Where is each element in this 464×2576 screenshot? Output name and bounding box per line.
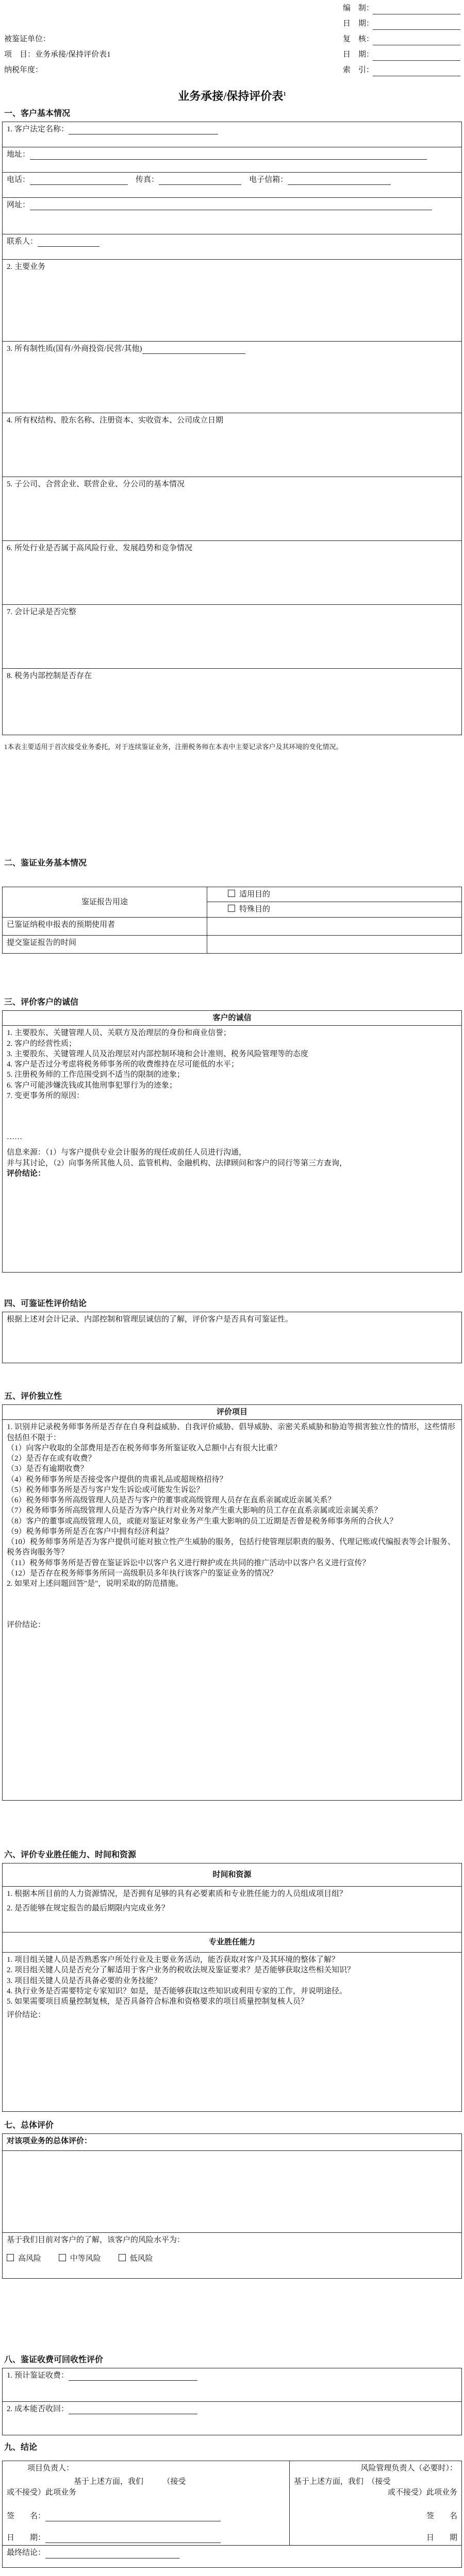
section-client-basic <box>0 108 464 752</box>
footnote: 1本表主要适用于首次接受业务委托，对于连续鉴证业务，注册税务师在本表中主要记录客户及其环境的变化情况。 <box>4 743 343 751</box>
independence-items[interactable] <box>3 1420 462 1801</box>
final-conclusion-cell[interactable]: 最终结论： <box>3 2546 462 2568</box>
page-title: 业务承接/保持评价表$^1$ <box>178 90 286 103</box>
resources-items[interactable] <box>3 1887 462 1933</box>
list-item: …… <box>7 1133 22 1141</box>
list-item: （7）税务师事务所高级管理人员是否为客户执行对业务对象产生重大影响的员工存在直系亲属或近亲属关系？ <box>7 1506 382 1515</box>
conclusion-table <box>2 2461 462 2568</box>
section-title: 九、结论 <box>4 2443 38 2452</box>
risk-manager-approval-cell[interactable]: 风险管理负责人（必要时）： 基于上述方面，我们 （接受 或不接受）此项业务 签 名 日 期 <box>290 2461 462 2546</box>
field-label: 复 核： <box>343 35 374 43</box>
list-item: （1）向客户收取的全部费用是否在税务师事务所鉴证收入总额中占有很大比重？ <box>7 1444 281 1452</box>
overall-text-input[interactable] <box>3 2151 462 2233</box>
tax-control-cell[interactable]: 8. 税务内部控制是否存在 <box>3 669 462 735</box>
client-basic-table <box>2 122 462 735</box>
competence-items[interactable] <box>3 1953 462 2112</box>
engagement-table <box>2 887 462 954</box>
field-label: 日 期： <box>343 50 374 59</box>
website-cell[interactable]: 网址： <box>3 198 462 234</box>
section-title: 五、评价独立性 <box>4 1392 62 1401</box>
list-item: 1. 主要股东、关键管理人员、关联方及治理层的身份和商业信誉； <box>7 1029 231 1038</box>
option-general-purpose[interactable]: 适用目的 <box>207 887 462 902</box>
client-info-block <box>4 34 111 80</box>
recover-cell[interactable]: 2. 成本能否收回： <box>3 2402 462 2435</box>
list-item: （2）是否存在或有收费？ <box>7 1454 96 1463</box>
list-item: 2. 如果对上述问题回答"是"，说明采取的防范措施。 <box>7 1580 184 1588</box>
section-overall <box>0 2120 464 2279</box>
date-row <box>343 19 461 34</box>
checkbox-icon[interactable] <box>228 905 235 912</box>
lead-label: 项目负责人： <box>27 2464 74 2472</box>
list-item: 1. 根据本所目前的人力资源情况，是否拥有足够的具有必要素质和专业胜任能力的人员组成项目组？ <box>7 1890 347 1898</box>
list-item: （12）是否存在税务师事务所同一高级职员多年执行该客户的鉴证业务的情况？ <box>7 1569 278 1578</box>
section-competence <box>0 1850 464 2112</box>
list-item: 3. 项目组关键人员是否具备必要的业务技能？ <box>7 1976 162 1985</box>
contact-cell[interactable]: 电话： 传真： 电子信箱： <box>3 173 462 198</box>
section-title: 六、评价专业胜任能力、时间和资源 <box>4 1851 137 1859</box>
section-verifiability <box>0 1298 464 1363</box>
independence-table <box>2 1404 462 1801</box>
overall-table <box>2 2133 462 2279</box>
risk-question: 基于我们目前对客户的了解，该客户的风险水平为： <box>7 2236 185 2244</box>
checkbox-icon[interactable] <box>59 2254 66 2261</box>
accounting-records-cell[interactable]: 7. 会计记录是否完整 <box>3 605 462 669</box>
risk-manager-label: 风险管理负责人（必要时）： <box>360 2464 457 2472</box>
purpose-label: 鉴证报告用途 <box>3 887 207 918</box>
field-label: 索 引： <box>343 66 374 74</box>
date-row <box>343 49 461 65</box>
list-item: 2. 项目组关键人员是否充分了解适用于客户业务的税收法规及鉴证要求？是否能够获取这些相关知识？ <box>7 1966 355 1975</box>
ownership-structure-cell[interactable]: 4. 所有权结构、股东名称、注册资本、实收资本、公司成立日期 <box>3 413 462 477</box>
section-engagement-basic <box>0 858 464 954</box>
section-title: 一、客户基本情况 <box>4 109 71 118</box>
list-item: 2. 是否能够在规定报告的最后期限内完成业务？ <box>7 1904 170 1913</box>
list-item: （3）是否有逾期收费？ <box>7 1465 88 1473</box>
checkbox-icon[interactable] <box>119 2254 126 2261</box>
reviewed-by-row <box>343 34 461 49</box>
option-special-purpose[interactable]: 特殊目的 <box>207 902 462 917</box>
verifiability-table <box>2 1312 462 1363</box>
section-title: 八、鉴证收费可回收性评价 <box>4 2355 104 2364</box>
list-item: 5. 注册税务师的工作范围受到不适当的限制的迹象； <box>7 1071 185 1079</box>
list-item: （6）税务师事务所高级管理人员是否与客户的董事或高级管理人员存在直系亲属或近亲属关系？ <box>7 1496 336 1504</box>
conclusion-label: 评价结论： <box>7 1621 46 1630</box>
list-item: （10）税务师事务所是否为客户提供可能对独立性产生威胁的服务，包括行使管理层职责的服务、代理记账或代编报表等会计服务、税务咨询服务等？ <box>7 1538 456 1557</box>
section-title: 七、总体评价 <box>4 2121 54 2130</box>
users-input[interactable] <box>207 917 462 935</box>
list-item: 6. 客户可能涉嫌洗钱或其他刑事犯罪行为的迹象； <box>7 1081 177 1090</box>
subsidiaries-cell[interactable]: 5. 子公司、合营企业、联营企业、分公司的基本情况 <box>3 477 462 541</box>
list-item: 2. 客户的经营性质； <box>7 1039 77 1048</box>
list-item: （8）客户的董事或高级管理人员，或能对鉴证对象业务产生重大影响的员工近期是否曾是税务师事务所的合伙人？ <box>7 1517 397 1526</box>
ownership-type-cell[interactable]: 3. 所有制性质(国有/外商投资/民营/其他) <box>3 342 462 413</box>
contact-person-cell[interactable]: 联系人： <box>3 234 462 260</box>
users-label: 已鉴证纳税申报表的预期使用者 <box>3 917 207 935</box>
list-item: 4. 执行业务是否需要特定专家知识？如是，是否能够获取这些知识或利用专家的工作，并说明途径。 <box>7 1987 347 1995</box>
section-integrity <box>0 997 464 1273</box>
project-label: 项 目：业务承接/保持评价表1 <box>4 50 111 59</box>
section-independence <box>0 1391 464 1801</box>
industry-risk-cell[interactable]: 6. 所处行业是否属于高风险行业、发展趋势和竞争情况 <box>3 541 462 605</box>
integrity-table <box>2 1010 462 1273</box>
main-business-cell[interactable]: 2. 主要业务 <box>3 260 462 342</box>
index-row <box>343 65 461 80</box>
conclusion-label: 评价结论： <box>7 1169 46 1178</box>
section-conclusion <box>0 2442 464 2568</box>
address-cell[interactable]: 地址： <box>3 147 462 173</box>
risk-mid-option[interactable]: 中等风险 <box>59 2255 101 2263</box>
report-time-input[interactable] <box>207 935 462 953</box>
risk-low-option[interactable]: 低风险 <box>119 2255 153 2263</box>
field-label: 日 期： <box>343 20 374 28</box>
list-item: （11）税务师事务所是否曾在鉴证诉讼中以客户名义进行辩护或在共同的推广活动中以客户名义进行宣传？ <box>7 1558 370 1567</box>
field-label: 编 制： <box>343 4 374 12</box>
section-fee-recovery <box>0 2354 464 2435</box>
list-item: 并与其讨论，（2）向事务所其他人员、监管机构、金融机构、法律顾问和客户的同行等第三方查询， <box>7 1159 347 1167</box>
overall-subtitle: 对该项业务的总体评价： <box>3 2134 462 2151</box>
list-item: 信息来源：（1）与客户提供专业会计服务的现任或前任人员进行沟通， <box>7 1148 247 1157</box>
list-item: 3. 主要股东、关键管理人员及治理层对内部控制环境和会计准则、税务风险管理等的态度 <box>7 1049 309 1058</box>
fee-cell[interactable]: 1. 预计鉴证收费： <box>3 2368 462 2402</box>
client-label: 被鉴证单位： <box>4 35 51 43</box>
checkbox-icon[interactable] <box>228 890 235 897</box>
list-item: （4）税务师事务所是否接受客户提供的贵重礼品或超规格招待？ <box>7 1475 227 1484</box>
client-name-cell[interactable]: 1. 客户法定名称： <box>3 122 462 147</box>
section-title: 二、鉴证业务基本情况 <box>4 859 87 868</box>
competence-table <box>2 1863 462 2112</box>
fee-table <box>2 2368 462 2435</box>
prepared-by-row <box>343 3 461 19</box>
section-title: 三、评价客户的诚信 <box>4 998 79 1007</box>
table-head: 专业胜任能力 <box>3 1933 462 1953</box>
table-head: 评价项目 <box>3 1405 462 1420</box>
conclusion-label: 评价结论： <box>7 2011 46 2020</box>
risk-level-cell <box>3 2233 462 2279</box>
table-head: 时间和资源 <box>3 1863 462 1887</box>
signoff-block <box>343 3 461 80</box>
lead-approval-cell[interactable]: 项目负责人： 基于上述方面，我们 （接受 或不接受）此项业务 签 名： 日 期： <box>3 2461 290 2546</box>
tax-year-label: 纳税年度： <box>4 66 43 74</box>
list-item: 4. 客户是否过分考虑将税务师事务所的收费维持在尽可能低的水平； <box>7 1060 239 1069</box>
list-item: 7. 变更事务所的原因： <box>7 1091 85 1100</box>
verifiability-text[interactable]: 根据上述对会计记录、内部控制和管理层诚信的了解，评价客户是否具有可鉴证性。 <box>3 1312 462 1363</box>
risk-high-option[interactable]: 高风险 <box>7 2255 41 2263</box>
list-item: 1. 识别并记录税务师事务所是否存在自身利益威胁、自我评价威胁、倡导威胁、亲密关系威胁和胁迫等损害独立性的情形，这些情形包括但不限于： <box>7 1423 456 1442</box>
checkbox-icon[interactable] <box>7 2254 14 2261</box>
list-item: 1. 项目组关键人员是否熟悉客户所处行业及主要业务活动，能否获取对客户及其环境的整体了解？ <box>7 1956 340 1964</box>
integrity-items[interactable] <box>3 1026 462 1273</box>
list-item: （5）税务师事务所是否与客户发生诉讼或可能发生诉讼？ <box>7 1485 204 1494</box>
list-item: 5. 如果需要项目质量控制复核，是否具备符合标准和资格要求的项目质量控制复核人员？ <box>7 1997 309 2006</box>
report-time-label: 提交鉴证报告的时间 <box>3 935 207 953</box>
table-head: 客户的诚信 <box>3 1011 462 1026</box>
section-title: 四、可鉴证性评价结论 <box>4 1299 87 1308</box>
list-item: （9）税务师事务所是否在客户中拥有经济利益？ <box>7 1527 173 1536</box>
